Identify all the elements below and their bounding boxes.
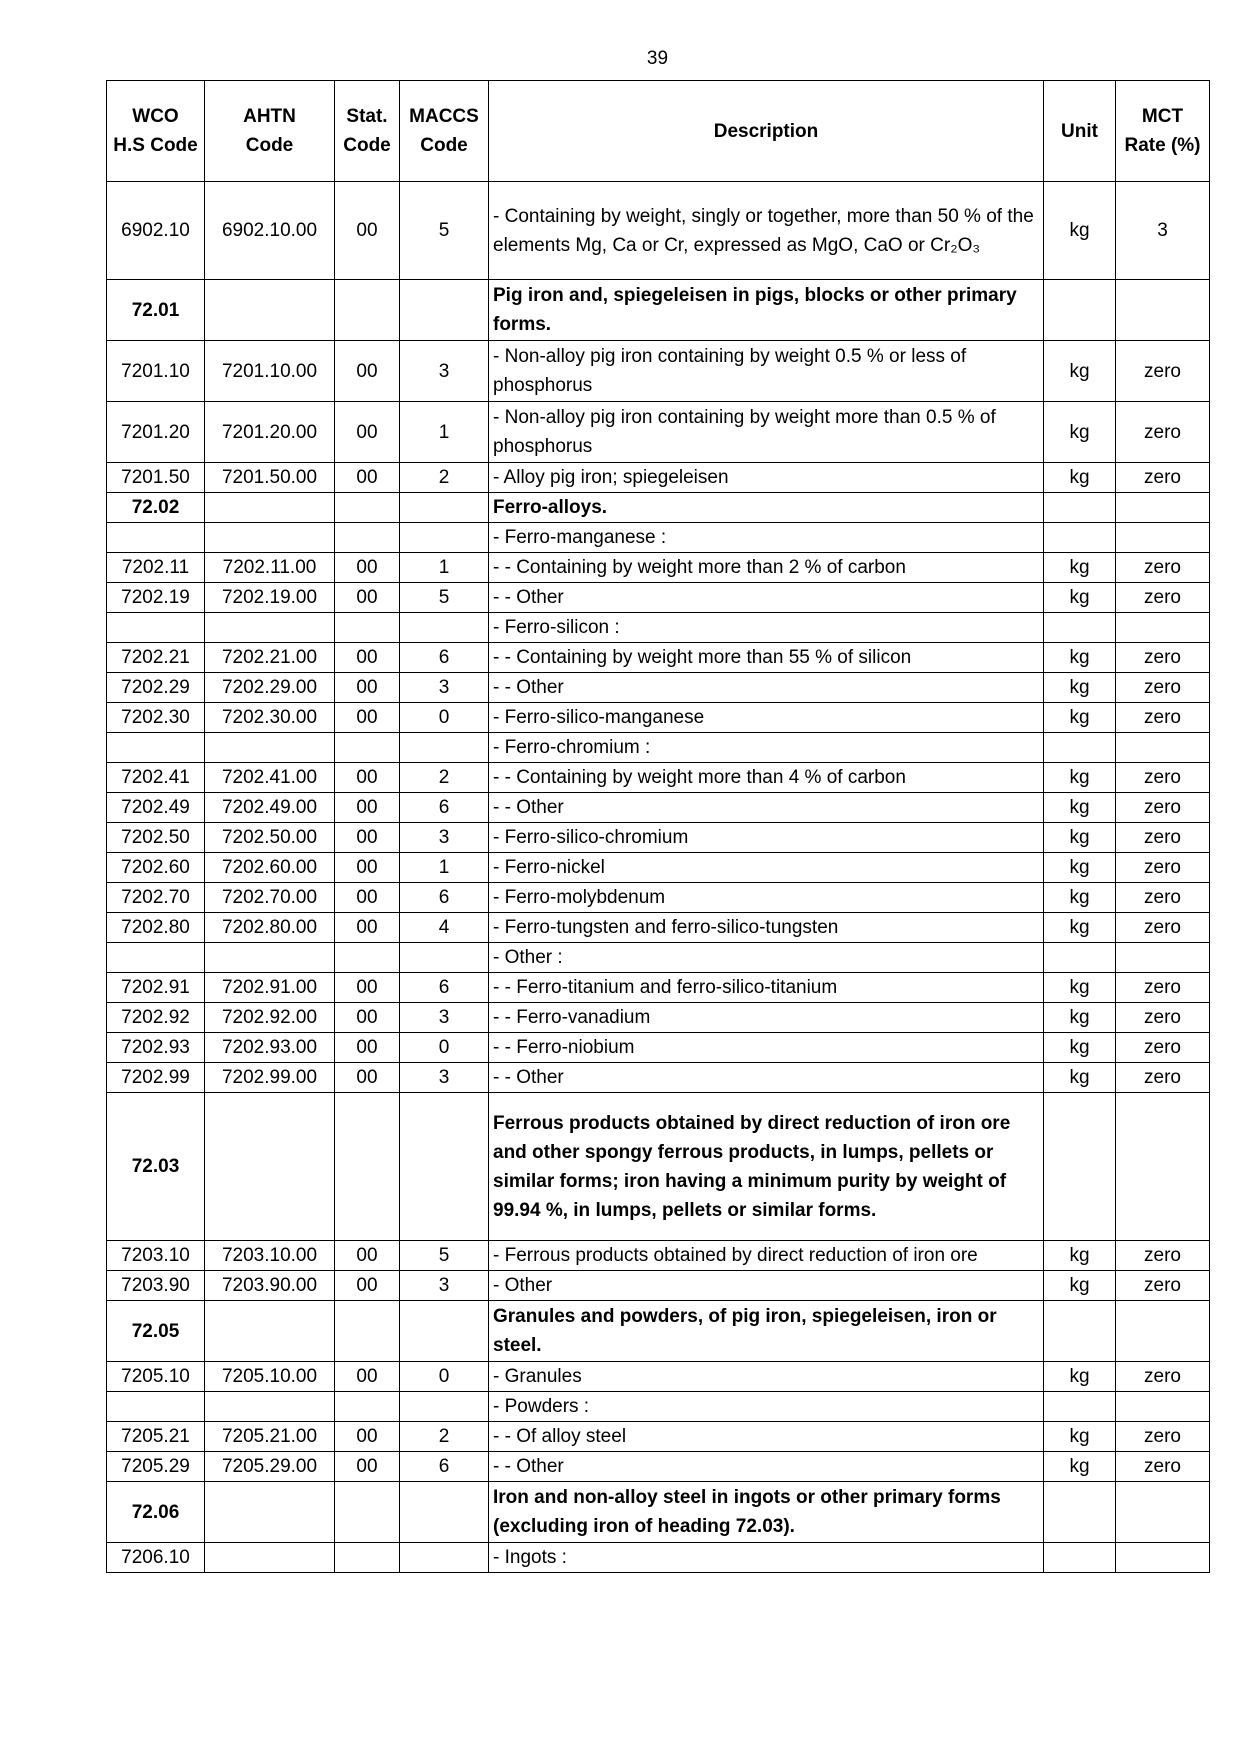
cell-mct-rate (1116, 1093, 1210, 1241)
cell-ahtn (205, 943, 335, 973)
header-description: Description (489, 81, 1044, 182)
cell-wco: 7202.50 (107, 823, 205, 853)
cell-description: - Ferro-chromium : (489, 733, 1044, 763)
cell-description: - - Other (489, 583, 1044, 613)
cell-unit: kg (1044, 1003, 1116, 1033)
cell-ahtn: 7202.29.00 (205, 673, 335, 703)
cell-stat (335, 523, 400, 553)
cell-maccs: 5 (400, 583, 489, 613)
table-row (107, 1241, 1210, 1271)
cell-wco: 7202.49 (107, 793, 205, 823)
tariff-table (106, 80, 1210, 1573)
cell-mct-rate: zero (1116, 703, 1210, 733)
cell-maccs (400, 733, 489, 763)
table-row (107, 1093, 1210, 1241)
cell-wco: 7202.80 (107, 913, 205, 943)
cell-unit (1044, 943, 1116, 973)
table-row (107, 1452, 1210, 1482)
cell-description: - Non-alloy pig iron containing by weight more than 0.5 % of phosphorus (489, 402, 1044, 463)
table-row (107, 673, 1210, 703)
cell-unit: kg (1044, 703, 1116, 733)
table-row (107, 280, 1210, 341)
table-row (107, 613, 1210, 643)
cell-ahtn: 7202.21.00 (205, 643, 335, 673)
cell-unit: kg (1044, 973, 1116, 1003)
table-row (107, 883, 1210, 913)
cell-unit: kg (1044, 182, 1116, 280)
cell-stat: 00 (335, 763, 400, 793)
table-header-row (107, 81, 1210, 182)
cell-unit (1044, 280, 1116, 341)
cell-ahtn: 7202.41.00 (205, 763, 335, 793)
cell-wco (107, 613, 205, 643)
cell-unit: kg (1044, 463, 1116, 493)
cell-maccs: 6 (400, 1452, 489, 1482)
cell-description: Iron and non-alloy steel in ingots or other primary forms (excluding iron of heading 72.03). (489, 1482, 1044, 1543)
header-ahtn: AHTN Code (205, 81, 335, 182)
cell-mct-rate: zero (1116, 673, 1210, 703)
cell-mct-rate: zero (1116, 1422, 1210, 1452)
cell-ahtn: 7205.29.00 (205, 1452, 335, 1482)
cell-unit: kg (1044, 402, 1116, 463)
cell-mct-rate (1116, 1301, 1210, 1362)
cell-stat (335, 613, 400, 643)
cell-maccs: 3 (400, 1271, 489, 1301)
cell-stat (335, 1093, 400, 1241)
cell-stat: 00 (335, 182, 400, 280)
cell-unit: kg (1044, 823, 1116, 853)
cell-maccs: 3 (400, 341, 489, 402)
cell-wco: 7201.20 (107, 402, 205, 463)
table-row (107, 823, 1210, 853)
cell-description: - Ferro-nickel (489, 853, 1044, 883)
cell-description: - Other : (489, 943, 1044, 973)
table-row (107, 973, 1210, 1003)
cell-wco (107, 733, 205, 763)
table-row (107, 553, 1210, 583)
cell-mct-rate (1116, 1543, 1210, 1573)
cell-maccs: 6 (400, 643, 489, 673)
table-row (107, 1482, 1210, 1543)
cell-mct-rate (1116, 1392, 1210, 1422)
cell-unit (1044, 1543, 1116, 1573)
cell-unit (1044, 523, 1116, 553)
cell-mct-rate: 3 (1116, 182, 1210, 280)
table-row (107, 643, 1210, 673)
cell-wco: 72.06 (107, 1482, 205, 1543)
page-number: 39 (646, 48, 669, 69)
cell-ahtn: 7201.20.00 (205, 402, 335, 463)
table-row (107, 793, 1210, 823)
cell-description: - Ferro-tungsten and ferro-silico-tungsten (489, 913, 1044, 943)
cell-unit: kg (1044, 1063, 1116, 1093)
table-row (107, 463, 1210, 493)
cell-description: - - Ferro-titanium and ferro-silico-titanium (489, 973, 1044, 1003)
table-row (107, 703, 1210, 733)
cell-description: - Ferro-molybdenum (489, 883, 1044, 913)
table-row (107, 1301, 1210, 1362)
cell-description: - Non-alloy pig iron containing by weight 0.5 % or less of phosphorus (489, 341, 1044, 402)
cell-stat: 00 (335, 553, 400, 583)
cell-unit: kg (1044, 1241, 1116, 1271)
cell-ahtn: 7202.70.00 (205, 883, 335, 913)
cell-stat: 00 (335, 1063, 400, 1093)
cell-description: - Ferrous products obtained by direct reduction of iron ore (489, 1241, 1044, 1271)
cell-mct-rate: zero (1116, 1033, 1210, 1063)
cell-unit: kg (1044, 1452, 1116, 1482)
cell-wco: 7202.93 (107, 1033, 205, 1063)
table-row (107, 523, 1210, 553)
cell-wco: 7202.11 (107, 553, 205, 583)
cell-mct-rate (1116, 733, 1210, 763)
cell-wco: 7202.99 (107, 1063, 205, 1093)
cell-stat: 00 (335, 463, 400, 493)
cell-ahtn: 7202.19.00 (205, 583, 335, 613)
cell-maccs: 2 (400, 1422, 489, 1452)
cell-unit: kg (1044, 883, 1116, 913)
table-row (107, 1422, 1210, 1452)
cell-maccs: 3 (400, 1063, 489, 1093)
cell-maccs (400, 1543, 489, 1573)
cell-mct-rate: zero (1116, 1241, 1210, 1271)
cell-maccs: 6 (400, 883, 489, 913)
table-row (107, 1063, 1210, 1093)
table-row (107, 913, 1210, 943)
cell-ahtn (205, 280, 335, 341)
table-row (107, 402, 1210, 463)
cell-mct-rate: zero (1116, 1003, 1210, 1033)
cell-maccs (400, 1093, 489, 1241)
cell-stat: 00 (335, 973, 400, 1003)
cell-maccs: 4 (400, 913, 489, 943)
cell-mct-rate: zero (1116, 341, 1210, 402)
cell-stat (335, 943, 400, 973)
cell-maccs: 2 (400, 463, 489, 493)
cell-wco: 7201.50 (107, 463, 205, 493)
cell-mct-rate: zero (1116, 1362, 1210, 1392)
table-row (107, 341, 1210, 402)
cell-stat: 00 (335, 1241, 400, 1271)
cell-wco: 72.03 (107, 1093, 205, 1241)
cell-mct-rate: zero (1116, 913, 1210, 943)
cell-unit (1044, 1392, 1116, 1422)
header-wco: WCO H.S Code (107, 81, 205, 182)
cell-wco: 7205.21 (107, 1422, 205, 1452)
cell-mct-rate: zero (1116, 1452, 1210, 1482)
cell-maccs (400, 613, 489, 643)
cell-unit: kg (1044, 341, 1116, 402)
table-row (107, 1543, 1210, 1573)
cell-description: - - Ferro-niobium (489, 1033, 1044, 1063)
cell-wco: 7203.90 (107, 1271, 205, 1301)
cell-maccs: 3 (400, 673, 489, 703)
cell-wco (107, 943, 205, 973)
cell-stat (335, 1392, 400, 1422)
cell-maccs: 1 (400, 853, 489, 883)
cell-description: Pig iron and, spiegeleisen in pigs, blocks or other primary forms. (489, 280, 1044, 341)
table-row (107, 1392, 1210, 1422)
cell-wco: 7202.30 (107, 703, 205, 733)
table-row (107, 1362, 1210, 1392)
cell-description: Granules and powders, of pig iron, spiegeleisen, iron or steel. (489, 1301, 1044, 1362)
cell-description: - - Other (489, 673, 1044, 703)
cell-maccs: 1 (400, 402, 489, 463)
cell-wco (107, 1392, 205, 1422)
cell-mct-rate: zero (1116, 853, 1210, 883)
cell-ahtn (205, 1392, 335, 1422)
cell-mct-rate: zero (1116, 793, 1210, 823)
cell-ahtn: 6902.10.00 (205, 182, 335, 280)
cell-maccs: 0 (400, 703, 489, 733)
cell-stat (335, 733, 400, 763)
cell-unit (1044, 1482, 1116, 1543)
cell-ahtn (205, 613, 335, 643)
cell-unit: kg (1044, 913, 1116, 943)
cell-maccs (400, 493, 489, 523)
cell-mct-rate (1116, 493, 1210, 523)
table-row (107, 182, 1210, 280)
cell-stat: 00 (335, 1452, 400, 1482)
cell-wco: 7202.60 (107, 853, 205, 883)
cell-wco: 7205.29 (107, 1452, 205, 1482)
cell-unit: kg (1044, 1271, 1116, 1301)
cell-stat (335, 280, 400, 341)
cell-unit: kg (1044, 673, 1116, 703)
cell-unit: kg (1044, 553, 1116, 583)
cell-wco: 7202.92 (107, 1003, 205, 1033)
cell-stat: 00 (335, 583, 400, 613)
cell-maccs: 3 (400, 823, 489, 853)
cell-mct-rate (1116, 943, 1210, 973)
cell-mct-rate: zero (1116, 583, 1210, 613)
cell-description: - - Of alloy steel (489, 1422, 1044, 1452)
header-maccs: MACCS Code (400, 81, 489, 182)
cell-stat: 00 (335, 341, 400, 402)
cell-wco: 72.01 (107, 280, 205, 341)
cell-stat: 00 (335, 793, 400, 823)
cell-wco: 7203.10 (107, 1241, 205, 1271)
cell-ahtn: 7202.80.00 (205, 913, 335, 943)
cell-mct-rate: zero (1116, 1271, 1210, 1301)
cell-stat: 00 (335, 703, 400, 733)
cell-maccs: 2 (400, 763, 489, 793)
cell-description: - Ferro-silico-manganese (489, 703, 1044, 733)
cell-mct-rate: zero (1116, 883, 1210, 913)
cell-description: - Ingots : (489, 1543, 1044, 1573)
cell-unit: kg (1044, 583, 1116, 613)
cell-maccs: 6 (400, 793, 489, 823)
cell-stat: 00 (335, 402, 400, 463)
cell-stat (335, 1482, 400, 1543)
cell-maccs (400, 1482, 489, 1543)
cell-ahtn: 7202.99.00 (205, 1063, 335, 1093)
cell-ahtn: 7202.92.00 (205, 1003, 335, 1033)
cell-description: - - Containing by weight more than 2 % of carbon (489, 553, 1044, 583)
cell-wco: 7201.10 (107, 341, 205, 402)
table-row (107, 853, 1210, 883)
cell-ahtn: 7201.50.00 (205, 463, 335, 493)
cell-stat: 00 (335, 673, 400, 703)
cell-maccs: 5 (400, 182, 489, 280)
cell-mct-rate: zero (1116, 463, 1210, 493)
cell-mct-rate: zero (1116, 973, 1210, 1003)
cell-stat: 00 (335, 913, 400, 943)
cell-mct-rate (1116, 523, 1210, 553)
cell-maccs: 1 (400, 553, 489, 583)
cell-description: - - Other (489, 1452, 1044, 1482)
cell-ahtn (205, 1482, 335, 1543)
cell-description: - Powders : (489, 1392, 1044, 1422)
cell-unit (1044, 1093, 1116, 1241)
cell-maccs (400, 943, 489, 973)
cell-unit: kg (1044, 853, 1116, 883)
cell-wco (107, 523, 205, 553)
header-unit: Unit (1044, 81, 1116, 182)
header-mct-rate: MCT Rate (%) (1116, 81, 1210, 182)
cell-description: - - Other (489, 1063, 1044, 1093)
cell-ahtn (205, 1301, 335, 1362)
cell-ahtn: 7202.60.00 (205, 853, 335, 883)
cell-mct-rate: zero (1116, 823, 1210, 853)
table-row (107, 763, 1210, 793)
cell-description: Ferro-alloys. (489, 493, 1044, 523)
cell-wco: 72.05 (107, 1301, 205, 1362)
cell-mct-rate (1116, 280, 1210, 341)
cell-stat: 00 (335, 1271, 400, 1301)
cell-ahtn: 7202.50.00 (205, 823, 335, 853)
table-row (107, 493, 1210, 523)
cell-ahtn: 7202.11.00 (205, 553, 335, 583)
cell-description: - Ferro-silico-chromium (489, 823, 1044, 853)
cell-ahtn: 7202.93.00 (205, 1033, 335, 1063)
cell-wco: 7206.10 (107, 1543, 205, 1573)
cell-ahtn (205, 733, 335, 763)
cell-unit: kg (1044, 1362, 1116, 1392)
cell-maccs: 5 (400, 1241, 489, 1271)
cell-wco: 7202.19 (107, 583, 205, 613)
cell-description: - - Ferro-vanadium (489, 1003, 1044, 1033)
cell-wco: 7202.21 (107, 643, 205, 673)
table-row (107, 1271, 1210, 1301)
cell-description: - - Containing by weight more than 4 % of carbon (489, 763, 1044, 793)
cell-ahtn (205, 1093, 335, 1241)
cell-stat: 00 (335, 1362, 400, 1392)
cell-ahtn: 7203.10.00 (205, 1241, 335, 1271)
cell-unit: kg (1044, 1033, 1116, 1063)
cell-wco: 7202.70 (107, 883, 205, 913)
cell-ahtn: 7205.10.00 (205, 1362, 335, 1392)
table-row (107, 733, 1210, 763)
cell-description: - Alloy pig iron; spiegeleisen (489, 463, 1044, 493)
cell-wco: 7202.41 (107, 763, 205, 793)
header-stat: Stat. Code (335, 81, 400, 182)
cell-maccs: 0 (400, 1033, 489, 1063)
cell-ahtn: 7203.90.00 (205, 1271, 335, 1301)
cell-description: - Ferro-manganese : (489, 523, 1044, 553)
cell-mct-rate (1116, 1482, 1210, 1543)
cell-ahtn (205, 523, 335, 553)
cell-ahtn: 7202.49.00 (205, 793, 335, 823)
cell-maccs (400, 1301, 489, 1362)
table-row (107, 943, 1210, 973)
cell-mct-rate: zero (1116, 1063, 1210, 1093)
cell-stat: 00 (335, 883, 400, 913)
table-row (107, 583, 1210, 613)
cell-stat (335, 1543, 400, 1573)
cell-unit (1044, 613, 1116, 643)
cell-wco: 7202.29 (107, 673, 205, 703)
cell-stat: 00 (335, 1422, 400, 1452)
cell-maccs: 3 (400, 1003, 489, 1033)
cell-mct-rate: zero (1116, 763, 1210, 793)
cell-unit (1044, 1301, 1116, 1362)
cell-unit: kg (1044, 1422, 1116, 1452)
cell-wco: 7205.10 (107, 1362, 205, 1392)
cell-description: - Containing by weight, singly or together, more than 50 % of the elements Mg, Ca or Cr, expressed as MgO, CaO or Cr₂O₃ (489, 182, 1044, 280)
cell-description: - Ferro-silicon : (489, 613, 1044, 643)
cell-stat (335, 493, 400, 523)
cell-wco: 7202.91 (107, 973, 205, 1003)
cell-ahtn (205, 493, 335, 523)
cell-stat: 00 (335, 1003, 400, 1033)
cell-wco: 6902.10 (107, 182, 205, 280)
cell-ahtn (205, 1543, 335, 1573)
cell-stat: 00 (335, 853, 400, 883)
cell-mct-rate: zero (1116, 643, 1210, 673)
cell-stat: 00 (335, 1033, 400, 1063)
cell-ahtn: 7205.21.00 (205, 1422, 335, 1452)
table-row (107, 1003, 1210, 1033)
cell-maccs (400, 523, 489, 553)
cell-ahtn: 7202.30.00 (205, 703, 335, 733)
cell-description: - - Containing by weight more than 55 % of silicon (489, 643, 1044, 673)
cell-maccs: 0 (400, 1362, 489, 1392)
cell-stat (335, 1301, 400, 1362)
cell-description: - - Other (489, 793, 1044, 823)
cell-mct-rate: zero (1116, 553, 1210, 583)
cell-maccs (400, 1392, 489, 1422)
cell-maccs: 6 (400, 973, 489, 1003)
cell-unit (1044, 493, 1116, 523)
cell-ahtn: 7202.91.00 (205, 973, 335, 1003)
cell-description: Ferrous products obtained by direct reduction of iron ore and other spongy ferrous products, in lumps, pellets or similar forms; iron having a minimum purity by weight of 99.94 %, in lumps, pellets or similar forms. (489, 1093, 1044, 1241)
cell-unit: kg (1044, 763, 1116, 793)
cell-stat: 00 (335, 643, 400, 673)
cell-maccs (400, 280, 489, 341)
cell-mct-rate: zero (1116, 402, 1210, 463)
cell-ahtn: 7201.10.00 (205, 341, 335, 402)
cell-unit: kg (1044, 793, 1116, 823)
cell-description: - Other (489, 1271, 1044, 1301)
cell-unit (1044, 733, 1116, 763)
cell-mct-rate (1116, 613, 1210, 643)
cell-unit: kg (1044, 643, 1116, 673)
table-row (107, 1033, 1210, 1063)
cell-stat: 00 (335, 823, 400, 853)
cell-wco: 72.02 (107, 493, 205, 523)
cell-description: - Granules (489, 1362, 1044, 1392)
